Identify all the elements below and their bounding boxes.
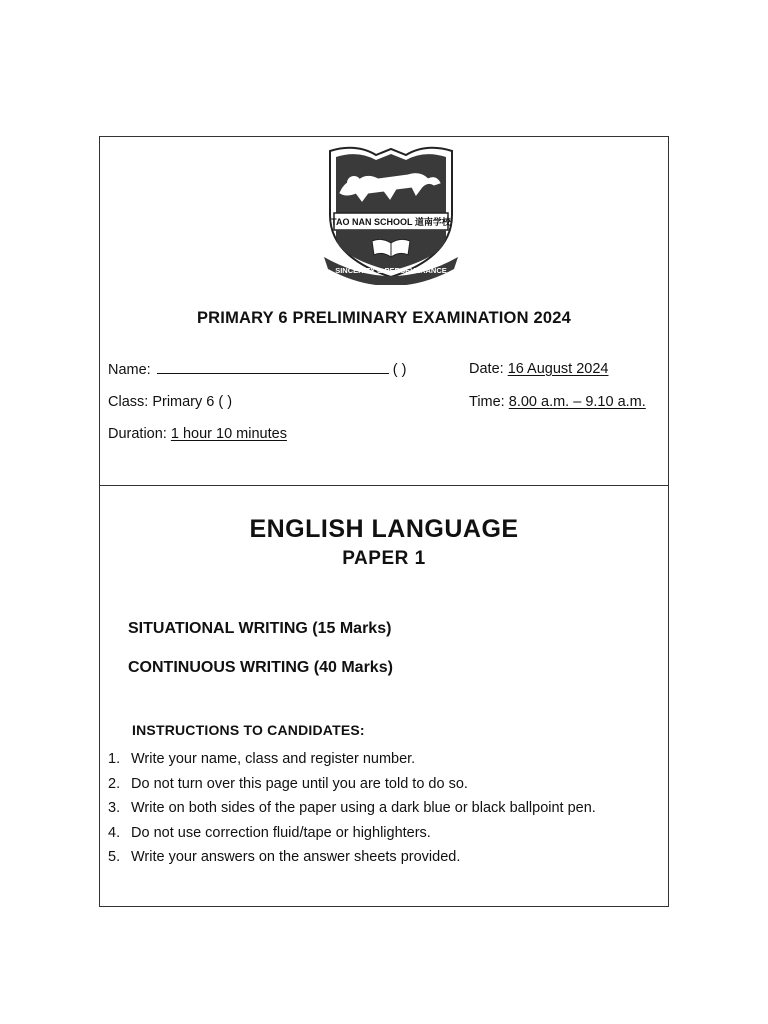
date-label: Date: (469, 361, 504, 377)
section-continuous-writing: CONTINUOUS WRITING (40 Marks) (128, 659, 393, 676)
time-row (469, 394, 646, 410)
duration-row (108, 426, 287, 442)
section-situational-writing: SITUATIONAL WRITING (15 Marks) (128, 620, 392, 637)
duration-value: 1 hour 10 minutes (170, 426, 287, 442)
instruction-text: Write your answers on the answer sheets provided. (131, 849, 461, 865)
name-row (108, 361, 406, 378)
instructions-list (108, 751, 596, 874)
instruction-number: 1. (108, 751, 121, 767)
instruction-item (108, 751, 596, 776)
name-label: Name: (108, 362, 151, 378)
instruction-item (108, 800, 596, 825)
crest-school-name: TAO NAN SCHOOL 道南学校 (331, 217, 451, 227)
class-label: Class: Primary 6 ( ) (108, 394, 233, 410)
time-value: 8.00 a.m. – 9.10 a.m. (508, 394, 646, 410)
exam-title: PRIMARY 6 PRELIMINARY EXAMINATION 2024 (196, 309, 572, 327)
instruction-number: 4. (108, 824, 121, 841)
instruction-text: Do not turn over this page until you are told to do so. (131, 775, 468, 792)
date-row (469, 361, 609, 377)
instruction-text: Write your name, class and register number. (131, 751, 416, 767)
paper-number: PAPER 1 (342, 548, 426, 569)
subject-title: ENGLISH LANGUAGE (249, 515, 519, 543)
instruction-item (108, 849, 596, 874)
instruction-number: 5. (108, 849, 121, 865)
crest-motto: SINCERITY & PERSEVERANCE (335, 266, 447, 275)
name-blank-line (157, 361, 389, 374)
instruction-item (108, 776, 596, 801)
instruction-text: Write on both sides of the paper using a dark blue or black ballpoint pen. (131, 800, 596, 816)
register-number-parens: ( ) (392, 362, 407, 378)
instruction-text: Do not use correction fluid/tape or highlighters. (131, 824, 431, 841)
instructions-heading: INSTRUCTIONS TO CANDIDATES: (132, 722, 365, 738)
date-value: 16 August 2024 (507, 361, 609, 377)
instruction-item (108, 825, 596, 850)
time-label: Time: (469, 394, 505, 410)
school-crest-logo (316, 145, 466, 285)
duration-label: Duration: (108, 426, 167, 442)
instruction-number: 2. (108, 775, 121, 792)
instruction-number: 3. (108, 800, 121, 816)
